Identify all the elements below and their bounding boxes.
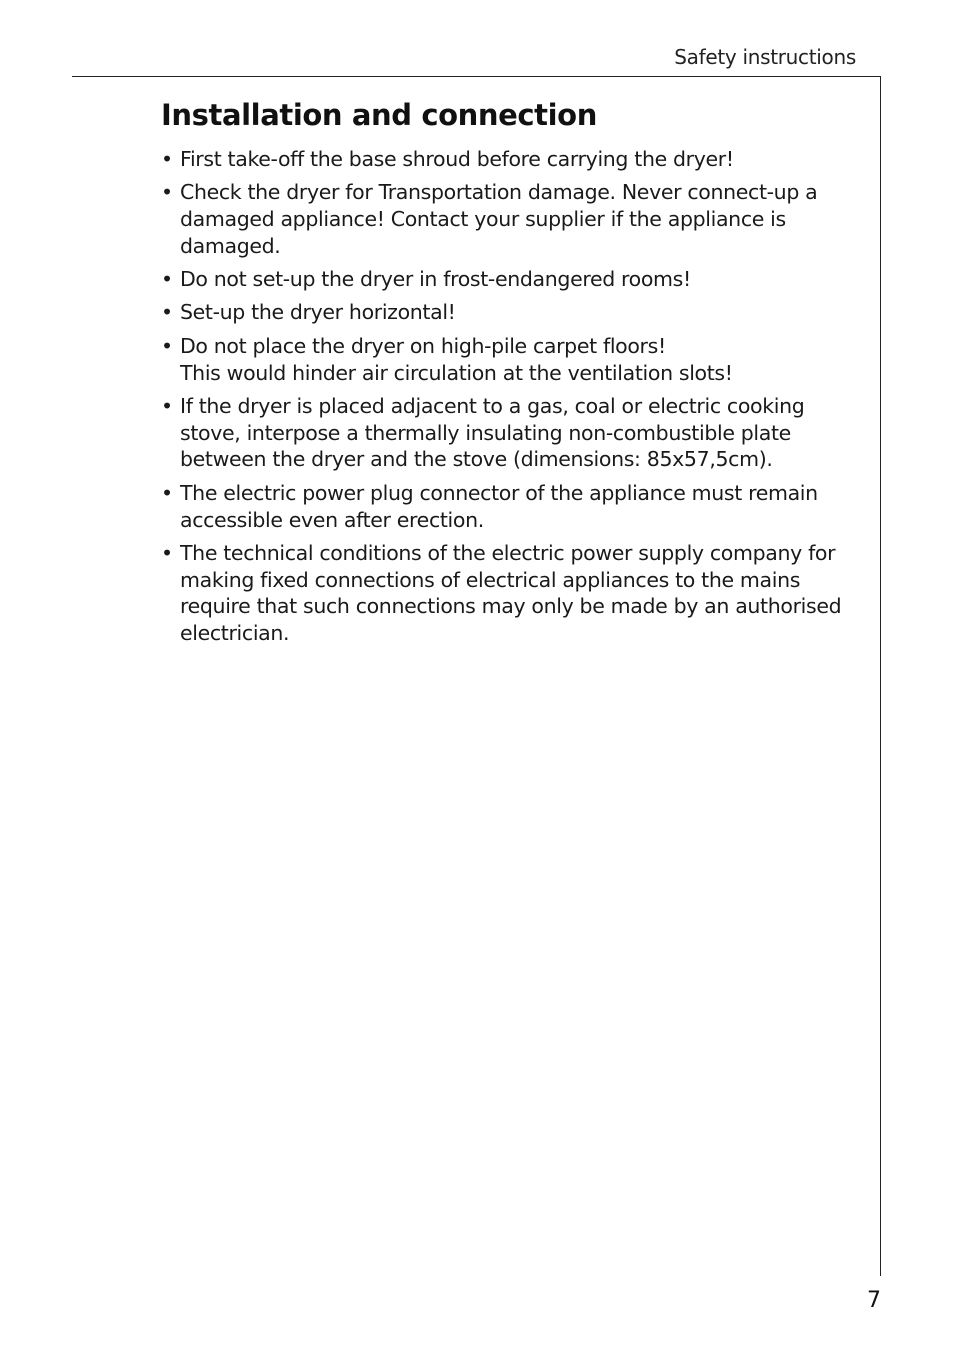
list-item-text: Check the dryer for Transportation damage. Never connect-up a damaged appliance! Contact your supplier if the appliance is damaged. bbox=[180, 180, 818, 258]
page-number: 7 bbox=[867, 1288, 881, 1313]
list-item-text: Do not place the dryer on high-pile carpet floors! bbox=[180, 333, 666, 358]
bullet-icon: • bbox=[161, 180, 173, 205]
bullet-icon: • bbox=[161, 300, 173, 325]
list-item-text: The electric power plug connector of the appliance must remain accessible even after erection. bbox=[180, 480, 818, 532]
list-item bbox=[161, 299, 861, 326]
list-item bbox=[161, 480, 861, 534]
list-item-text: If the dryer is placed adjacent to a gas, coal or electric cooking stove, interpose a thermally insulating non-combustible plate between the dryer and the stove (dimensions: 85x57,5cm). bbox=[180, 393, 805, 472]
list-item-text: First take-off the base shroud before carrying the dryer! bbox=[180, 147, 734, 171]
list-item bbox=[161, 266, 861, 293]
bullet-icon: • bbox=[161, 393, 173, 418]
bullet-icon: • bbox=[161, 333, 173, 358]
instruction-list bbox=[161, 146, 861, 654]
list-item bbox=[161, 393, 861, 473]
section-title: Installation and connection bbox=[161, 98, 597, 132]
list-item-text: Do not set-up the dryer in frost-endangered rooms! bbox=[180, 267, 691, 292]
list-item-text-continued: This would hinder air circulation at the ventilation slots! bbox=[180, 360, 733, 385]
header-rule bbox=[72, 76, 880, 77]
list-item-text: The technical conditions of the electric power supply company for making fixed connections of electrical appliances to the mains require that such connections may only be made by an authorised electrician. bbox=[180, 540, 842, 646]
bullet-icon: • bbox=[161, 540, 173, 565]
bullet-icon: • bbox=[161, 267, 173, 292]
bullet-icon: • bbox=[161, 480, 173, 505]
margin-rule bbox=[880, 76, 881, 1276]
list-item bbox=[161, 146, 861, 173]
list-item bbox=[161, 540, 861, 647]
list-item-text: Set-up the dryer horizontal! bbox=[180, 300, 456, 325]
list-item bbox=[161, 179, 861, 259]
running-header: Safety instructions bbox=[674, 45, 856, 69]
bullet-icon: • bbox=[161, 147, 173, 171]
list-item bbox=[161, 333, 861, 387]
